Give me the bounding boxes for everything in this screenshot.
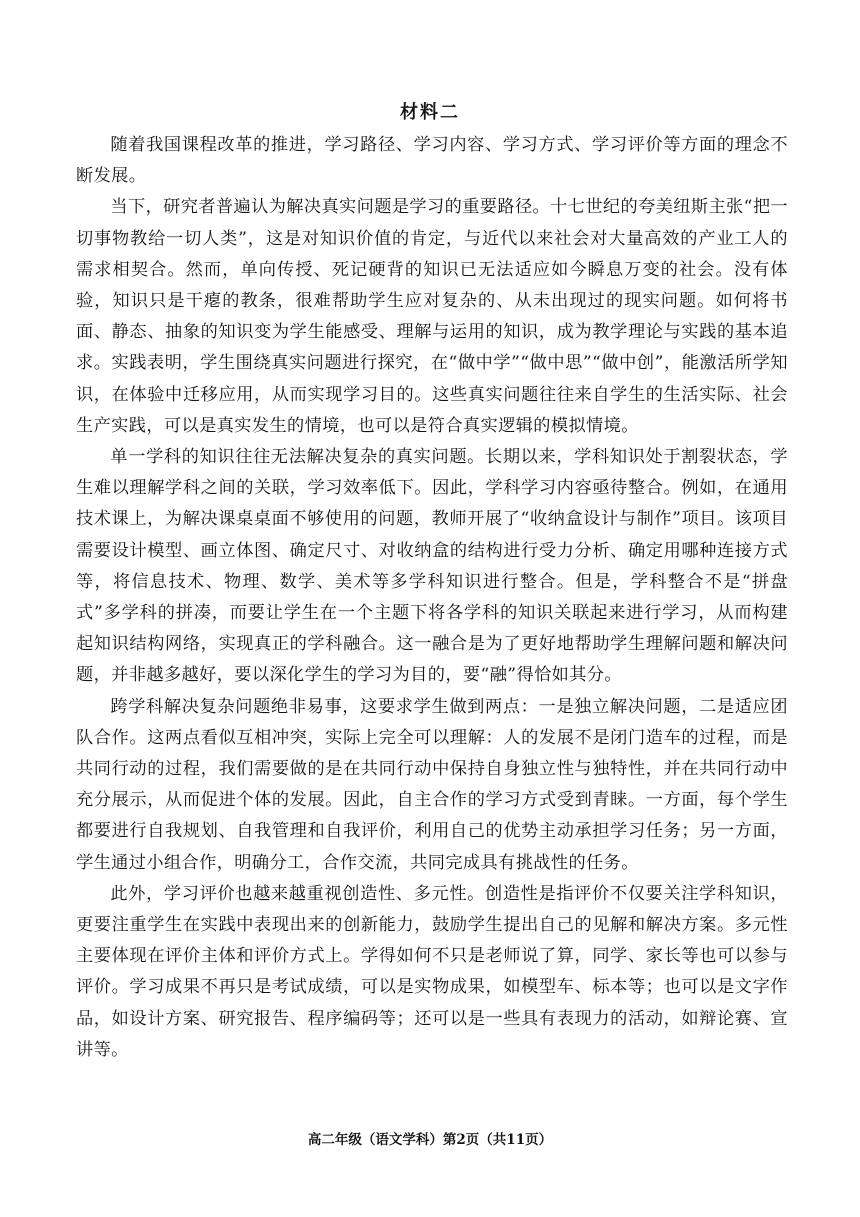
material-title: 材料二 — [400, 102, 460, 123]
article-body — [76, 130, 788, 1066]
paragraph-4: 跨学科解决复杂问题绝非易事，这要求学生做到两点：一是独立解决问题，二是适应团队合作。这两点看似互相冲突，实际上完全可以理解：人的发展不是闭门造车的过程，而是共同行动的过程，我们需要做的是在共同行动中保持自身独立性与独特性，并在共同行动中充分展示，从而促进个体的发展。因此，自主合作的学习方式受到青睐。一方面，每个学生都要进行自我规划、自我管理和自我评价，利用自己的优势主动承担学习任务；另一方面，学生通过小组合作，明确分工，合作交流，共同完成具有挑战性的任务。 — [76, 696, 788, 873]
page-footer: 高二年级（语文学科）第2页（共11页） — [307, 1132, 553, 1148]
paragraph-2: 当下，研究者普遍认为解决真实问题是学习的重要路径。十七世纪的夸美纽斯主张“把一切事物教给一切人类”，这是对知识价值的肯定，与近代以来社会对大量高效的产业工人的需求相契合。然而，单向传授、死记硬背的知识已无法适应如今瞬息万变的社会。没有体验，知识只是干瘪的教条，很难帮助学生应对复杂的、从未出现过的现实问题。如何将书面、静态、抽象的知识变为学生能感受、理解与运用的知识，成为教学理论与实践的基本追求。实践表明，学生围绕真实问题进行探究，在“做中学”“做中思”“做中创”，能激活所学知识，在体验中迁移应用，从而实现学习目的。这些真实问题往往来自学生的生活实际、社会生产实践，可以是真实发生的情境，也可以是符合真实逻辑的模拟情境。 — [76, 197, 788, 436]
paragraph-3: 单一学科的知识往往无法解决复杂的真实问题。长期以来，学科知识处于割裂状态，学生难以理解学科之间的关联，学习效率低下。因此，学科学习内容亟待整合。例如，在通用技术课上，为解决课桌桌面不够使用的问题，教师开展了“收纳盒设计与制作”项目。该项目需要设计模型、画立体图、确定尺寸、对收纳盒的结构进行受力分析、确定用哪种连接方式等，将信息技术、物理、数学、美术等多学科知识进行整合。但是，学科整合不是“拼盘式”多学科的拼凑，而要让学生在一个主题下将各学科的知识关联起来进行学习，从而构建起知识结构网络，实现真正的学科融合。这一融合是为了更好地帮助学生理解问题和解决问题，并非越多越好，要以深化学生的学习为目的，要“融”得恰如其分。 — [76, 447, 788, 686]
paragraph-1: 随着我国课程改革的推进，学习路径、学习内容、学习方式、学习评价等方面的理念不断发展。 — [76, 135, 788, 187]
paragraph-5: 此外，学习评价也越来越重视创造性、多元性。创造性是指评价不仅要关注学科知识，更要注重学生在实践中表现出来的创新能力，鼓励学生提出自己的见解和解决方案。多元性主要体现在评价主体和评价方式上。学得如何不只是老师说了算，同学、家长等也可以参与评价。学习成果不再只是考试成绩，可以是实物成果，如模型车、标本等；也可以是文字作品，如设计方案、研究报告、程序编码等；还可以是一些具有表现力的活动，如辩论赛、宣讲等。 — [76, 883, 788, 1060]
